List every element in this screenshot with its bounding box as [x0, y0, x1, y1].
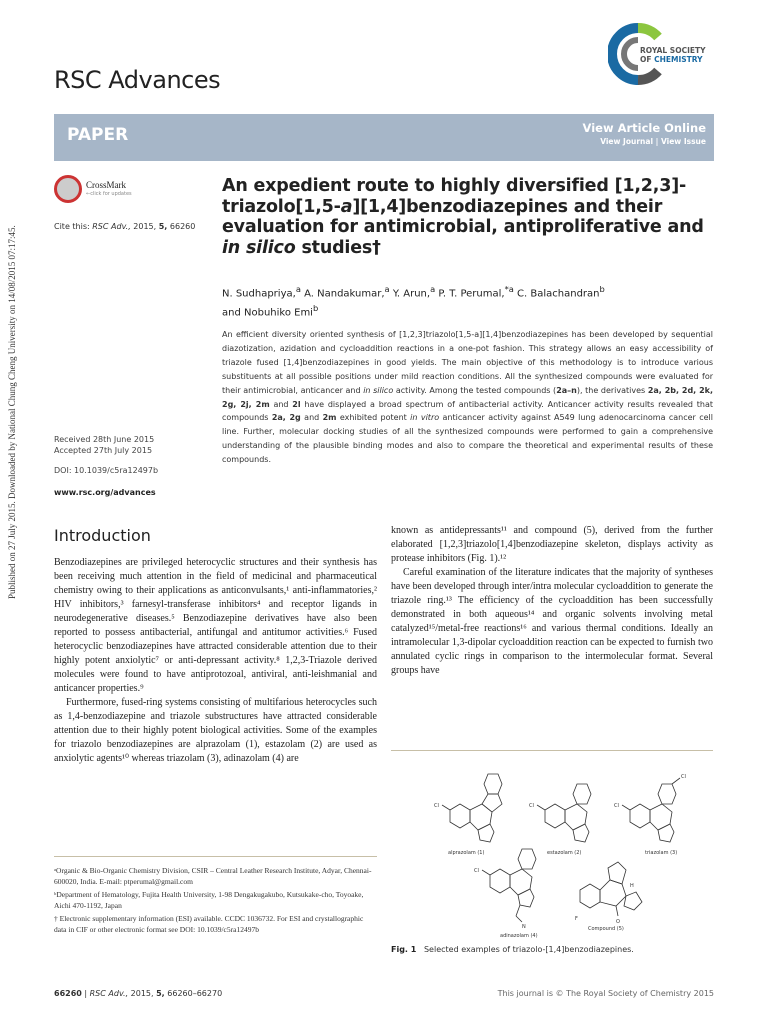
affil-sup: b — [599, 284, 605, 294]
author[interactable]: C. Balachandran — [513, 288, 600, 300]
rsc-logo[interactable] — [608, 22, 718, 92]
journal-url[interactable]: www.rsc.org/advances — [54, 488, 156, 497]
affil-sup: a — [295, 284, 301, 294]
footnotes — [54, 865, 377, 937]
author[interactable]: P. T. Perumal, — [435, 288, 505, 300]
label-compound-5: Compound (5) — [588, 926, 624, 932]
affil-sup: *a — [504, 284, 514, 294]
atom-h: H — [630, 883, 634, 889]
article-title — [222, 176, 722, 258]
footer-citation: 66260 | RSC Adv., 2015, 5, 66260–66270 — [54, 989, 223, 998]
title-italic: in silico — [222, 237, 296, 258]
author-list — [222, 282, 702, 321]
cite-page: 66260 — [169, 222, 196, 231]
paper-band — [54, 114, 714, 161]
figure-caption — [391, 945, 634, 954]
accepted-date: Accepted 27th July 2015 — [54, 446, 153, 455]
view-article-online[interactable] — [583, 121, 706, 146]
cite-vol: 5, — [158, 222, 168, 231]
atom-o: O — [616, 919, 620, 925]
footer-volume: 5, — [156, 989, 165, 998]
paper-type-label: PAPER — [67, 125, 129, 145]
footer-year: 2015, — [130, 989, 154, 998]
footer-page-number: 66260 — [54, 989, 82, 998]
title-italic: a — [340, 196, 353, 217]
affil-sup: a — [384, 284, 390, 294]
atom-cl-2: Cl — [529, 803, 534, 809]
chemical-structures — [430, 760, 710, 940]
footnote-affiliation-a: ᵃOrganic & Bio-Organic Chemistry Division, CSIR – Central Leather Research Institute, Adyar, Chennai-600020, India. E-mail: ptperumal@gmail.com — [54, 866, 372, 886]
article-dates — [54, 434, 154, 456]
footer-copyright: This journal is © The Royal Society of Chemistry 2015 — [497, 989, 714, 998]
title-part: An expedient route to highly diversified [1,2,3]-triazolo[1,5- — [222, 176, 687, 217]
footer-journal: RSC Adv., — [89, 989, 129, 998]
author[interactable]: Y. Arun, — [389, 288, 431, 300]
title-part: studies† — [295, 237, 381, 258]
abstract: An efficient diversity oriented synthesis of [1,2,3]triazolo[1,5-a][1,4]benzodiazepines has been developed by sequential diazotization, azidation and cycloaddition reactions in a one-pot fashion. This strategy allows an easy accessibility of triazole fused [1,4]benzodiazepines in good yields. The main objective of this methodology is to introduce various substituents at all possible positions under mild reaction conditions. All the synthesized compounds were evaluated for their antimicrobial, anticancer and in silico activity. Among the tested compounds (2a–n), the derivatives 2a, 2b, 2d, 2k, 2g, 2j, 2m and 2l have displayed a broad spectrum of antibacterial activity. Anticancer activity results revealed that compounds 2a, 2g and 2m exhibited potent in vitro anticancer activity against A549 lung adenocarcinoma cancer cell line. Further, molecular docking studies of all the synthesized compounds were performed to gain a comprehensive understanding of the plausible binding modes and also to compare the theoretical and experimental results of these compounds. — [222, 330, 714, 465]
received-date: Received 28th June 2015 — [54, 435, 155, 444]
doi[interactable]: DOI: 10.1039/c5ra12497b — [54, 466, 159, 475]
body-column-left — [54, 556, 377, 766]
affil-sup: b — [312, 303, 319, 314]
footnote-esi: † Electronic supplementary information (ESI) available. CCDC 1036732. For ESI and crystallographic data in CIF or other electronic format see DOI: 10.1039/c5ra12497b — [54, 914, 364, 934]
author[interactable]: N. Sudhapriya, — [222, 288, 296, 300]
author[interactable]: A. Nandakumar, — [300, 288, 385, 300]
figure-1 — [430, 760, 710, 940]
body-column-right — [391, 524, 713, 678]
atom-cl-5: Cl — [474, 868, 479, 874]
figure-divider — [391, 750, 713, 751]
view-article-online-link[interactable]: View Article Online — [582, 121, 706, 135]
crossmark-sub: ←click for updates — [86, 191, 132, 197]
figure-caption-text: Selected examples of triazolo-[1,4]benzodiazepines. — [423, 945, 634, 954]
cite-year: 2015, — [133, 222, 157, 231]
crossmark-label: CrossMark — [86, 180, 126, 190]
crossmark-badge[interactable] — [54, 175, 154, 203]
paragraph: Furthermore, fused-ring systems consisting of multifarious heterocycles such as 1,4-benzodiazepine and triazole substructures have attracted considerable attention due to their highly potent biological activities. Some of the examples for triazolo benzodiazepines are alprazolam (1), estazolam (2) are used as anxiolytic agents¹⁰ whereas triazolam (3), adinazolam (4) are — [54, 697, 377, 764]
label-adinazolam: adinazolam (4) — [500, 933, 538, 939]
label-estazolam: estazolam (2) — [547, 850, 582, 856]
logo-line1: ROYAL SOCIETY — [640, 46, 706, 55]
paragraph: known as antidepressants¹¹ and compound (5), derived from the further elaborated [1,2,3]triazolo[1,4]benzodiazepine skeleton, displays activity as protease inhibitors (Fig. 1).¹² — [391, 525, 713, 564]
cite-label: Cite this: — [54, 222, 90, 231]
crossmark-icon — [54, 175, 82, 203]
atom-cl-3: Cl — [614, 803, 619, 809]
cite-this — [54, 222, 195, 231]
view-journal-issue-links[interactable]: View Journal | View Issue — [600, 137, 706, 146]
footnote-affiliation-b: ᵇDepartment of Hematology, Fujita Health University, 1-98 Dengakugakubo, Kutsukake-cho, Toyoake, Aichi 470-1192, Japan — [54, 890, 364, 910]
logo-line2: CHEMISTRY — [654, 55, 703, 64]
footer-pages: 66260–66270 — [167, 989, 223, 998]
atom-n: N — [522, 924, 526, 930]
label-triazolam: triazolam (3) — [645, 850, 678, 856]
paragraph: Careful examination of the literature indicates that the majority of syntheses have been developed through inter/intra molecular cycloaddition to generate the triazole ring.¹³ The efficiency of the cycloaddition has been successfully demonstrated in both aqueous¹⁴ and organic solvents involving metal catalyzed¹⁵/metal-free reactions¹⁶ and various thermal conditions. Ideally an intramolecular 1,3-dipolar cycloaddition reaction can be expected to furnish two annulated cyclic rings in comparison to the intermolecular format. Several groups have — [391, 567, 713, 676]
journal-title[interactable]: RSC Advances — [54, 66, 221, 94]
affil-sup: a — [430, 284, 436, 294]
atom-f: F — [575, 916, 578, 922]
download-side-note: Published on 27 July 2015. Downloaded by National Chung Cheng University on 14/08/2015 07:17:45. — [7, 225, 17, 599]
section-heading-introduction: Introduction — [54, 526, 151, 545]
figure-caption-label: Fig. 1 — [391, 945, 417, 954]
label-alprazolam: alprazolam (1) — [448, 850, 485, 856]
cite-journal: RSC Adv., — [92, 222, 131, 231]
atom-cl-1: Cl — [434, 803, 439, 809]
footnote-divider — [54, 856, 377, 857]
logo-line2-prefix: OF — [640, 55, 652, 64]
author[interactable]: and Nobuhiko Emi — [222, 307, 313, 319]
title-part: ][1,4]benzodiazepines and their evaluation for antimicrobial, antiproliferative and — [222, 196, 704, 237]
paragraph: Benzodiazepines are privileged heterocyclic structures and their synthesis has been receiving much attention in the field of medicinal and pharmaceutical chemistry owing to their applications as anticonvulsants,¹ anti-inflammatories,² HIV inhibitors,³ farnesyl-transferase inhibitors⁴ and receptor ligands in neurodegenerative diseases.⁵ Benzodiazepine derivatives have also been reported to possess antibacterial, antifungal and antitumor activities.⁶ Fused heterocyclic benzodiazepines have attracted considerable attention due to their highly potent anxiolytic⁷ or anti-depressant activity.⁸ 1,2,3-Triazole derived molecules were found to have antiprotozoal, antiviral, anti-leishmanial and anticancer properties.⁹ — [54, 557, 377, 694]
atom-cl-4: Cl — [681, 774, 686, 780]
